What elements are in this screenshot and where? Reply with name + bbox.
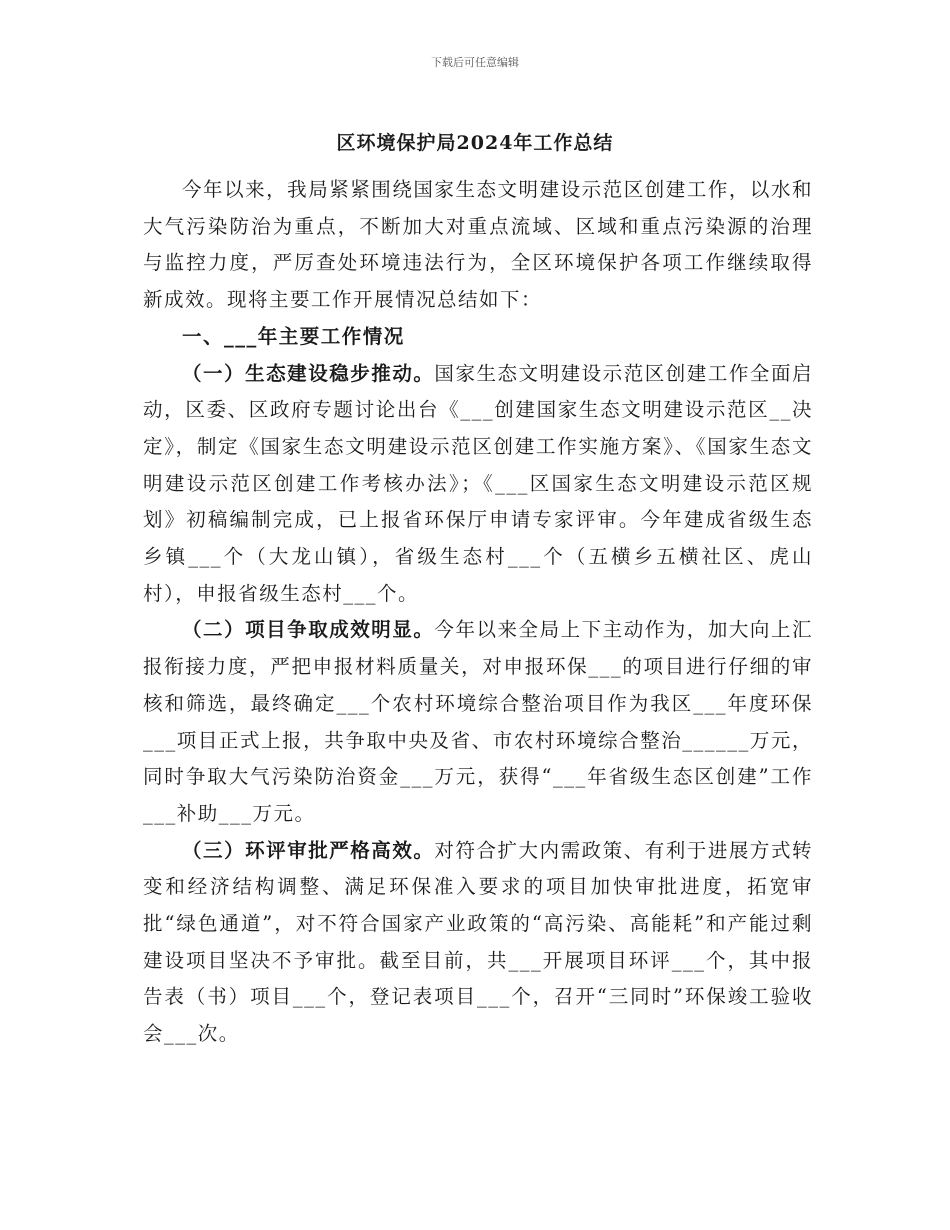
section-heading: 一、___年主要工作情况	[182, 324, 405, 348]
item-lead: （二）项目争取成效明显。	[182, 618, 435, 642]
document-title: 区环境保护局2024年工作总结	[336, 132, 614, 154]
item-text: 国家生态文明建设示范区创建工作全面启动，区委、区政府专题讨论出台《___创建国家生态文明建设示范区__决定》，制定《国家生态文明建设示范区创建工作实施方案》、《国家生态文明建设示范区创建工作考核办法》；《___区国家生态文明建设示范区规划》初稿编制完成，已上报省环保厅申请专家评审。今年建成省级生态乡镇___个（大龙山镇），省级生态村___个（五横乡五横社区、虎山村），申报省级生态村___个。	[143, 361, 813, 605]
item-lead: （一）生态建设稳步推动。	[182, 361, 435, 385]
header-note: 下载后可任意编辑	[431, 56, 519, 69]
item-lead: （三）环评审批严格高效。	[182, 838, 435, 862]
document-body	[143, 172, 813, 1053]
item-text: 对符合扩大内需政策、有利于进展方式转变和经济结构调整、满足环保准入要求的项目加快审批进度，拓宽审批“绿色通道”，对不符合国家产业政策的“高污染、高能耗”和产能过剩建设项目坚决不予审批。截至目前，共___开展项目环评___个，其中报告表（书）项目___个，登记表项目___个，召开“三同时”环保竣工验收会___次。	[143, 838, 813, 1046]
item-text: 今年以来全局上下主动作为，加大向上汇报衔接力度，严把申报材料质量关，对申报环保___的项目进行仔细的审核和筛选，最终确定___个农村环境综合整治项目作为我区___年度环保___项目正式上报，共争取中央及省、市农村环境综合整治______万元，同时争取大气污染防治资金___万元，获得“___年省级生态区创建”工作___补助___万元。	[143, 618, 813, 825]
item-paragraph	[143, 356, 813, 613]
item-paragraph	[143, 612, 813, 832]
item-paragraph	[143, 833, 813, 1053]
intro-paragraph: 今年以来，我局紧紧围绕国家生态文明建设示范区创建工作，以水和大气污染防治为重点，不断加大对重点流域、区域和重点污染源的治理与监控力度，严厉查处环境违法行为，全区环境保护各项工作继续取得新成效。现将主要工作开展情况总结如下：	[143, 178, 813, 312]
